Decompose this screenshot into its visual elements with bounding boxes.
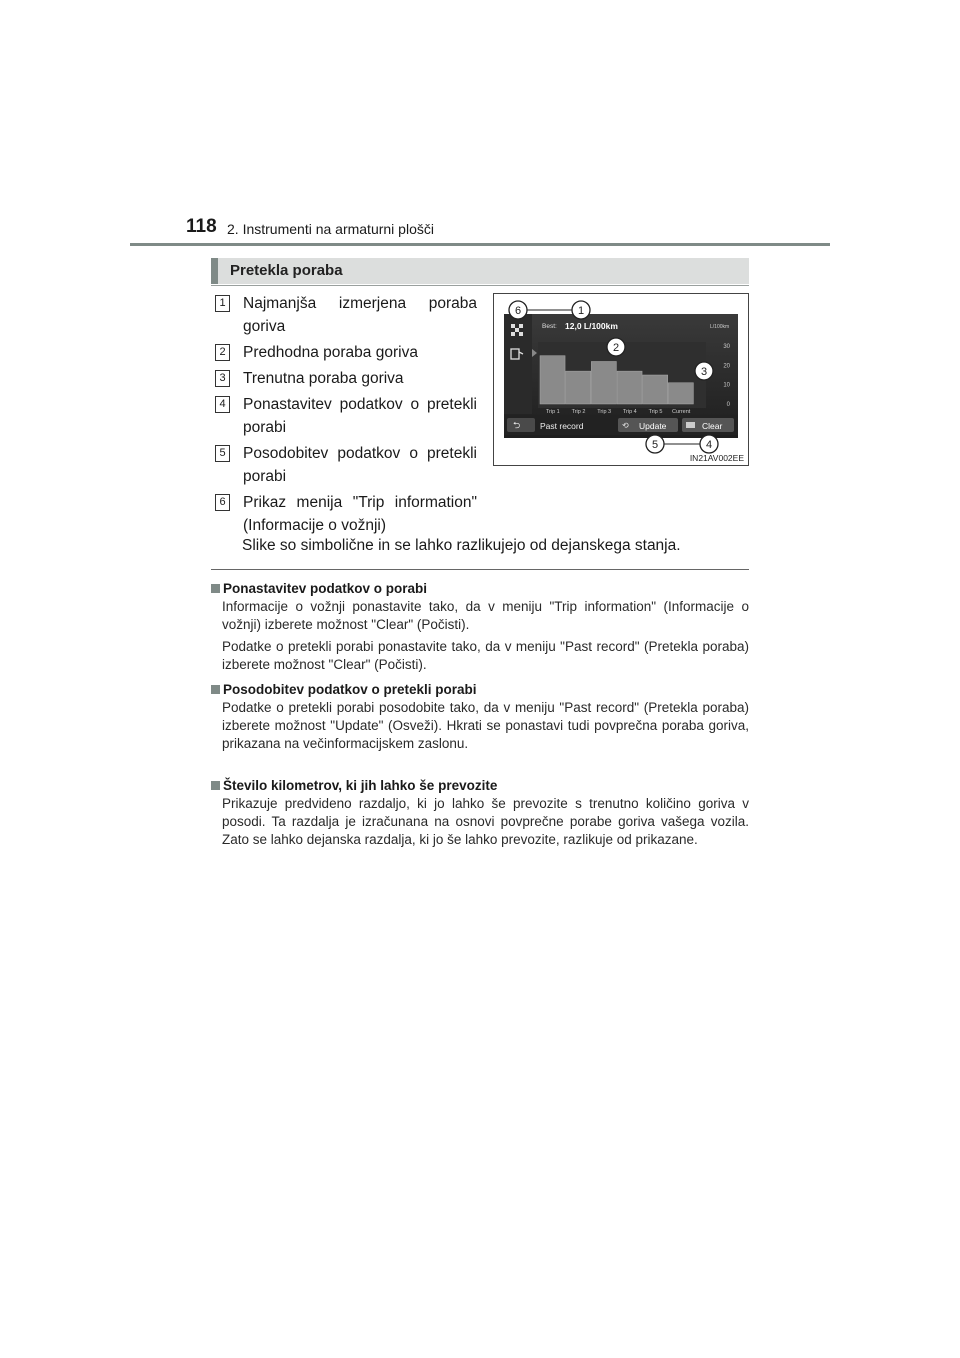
bar-5 <box>643 375 668 404</box>
y-tick-label: 10 <box>723 382 730 389</box>
block-title: Posodobitev podatkov o pretekli porabi <box>211 680 749 699</box>
item-number: 4 <box>215 396 230 413</box>
item-text: Trenutna poraba goriva <box>243 370 404 387</box>
eraser-icon <box>686 422 695 428</box>
block-paragraph: Podatke o pretekli porabi posodobite tako, da v meniju "Past record" (Pretekla poraba) izberete možnost "Update" (Osveži). Hkrati se ponastavi tudi povprečna poraba goriva, prikazana na večinformacijskem zaslonu. <box>222 700 749 751</box>
list-item <box>215 341 477 364</box>
past-record-screen <box>494 294 748 465</box>
section-divider <box>211 285 749 286</box>
y-tick-label: 20 <box>723 363 730 370</box>
best-value: 12,0 L/100km <box>565 321 618 331</box>
list-item <box>215 367 477 390</box>
list-item <box>215 393 477 439</box>
bar-6 <box>668 383 693 404</box>
callout-6 <box>509 301 527 319</box>
item-number: 2 <box>215 344 230 361</box>
item-number: 3 <box>215 370 230 387</box>
x-tick-label: Trip 2 <box>571 409 586 415</box>
figure-caption: Slike so simbolične in se lahko razlikujejo od dejanskega stanja. <box>242 537 681 554</box>
svg-text:5: 5 <box>651 439 659 451</box>
x-tick-label: Trip 1 <box>545 409 560 415</box>
bullet-square-icon <box>211 685 220 694</box>
item-text: Predhodna poraba goriva <box>243 344 418 361</box>
block-title: Število kilometrov, ki jih lahko še prevozite <box>211 776 749 795</box>
best-label: Best: <box>542 323 557 330</box>
section-title: Pretekla poraba <box>230 262 343 279</box>
x-tick-label: Trip 4 <box>622 409 637 415</box>
list-item <box>215 491 477 537</box>
y-tick-label: 30 <box>723 344 730 350</box>
callout-5 <box>646 435 664 453</box>
callout-4 <box>700 435 718 453</box>
back-arrow-icon: ⮌ <box>513 421 521 431</box>
list-item <box>215 442 477 488</box>
block-title: Ponastavitev podatkov o porabi <box>211 579 749 598</box>
item-text: Prikaz menija "Trip information" (Informacije o vožnji) <box>243 494 477 534</box>
block-paragraph: Informacije o vožnji ponastavite tako, da v meniju "Trip information" (Informacije o vožnji) izberete možnost "Clear" (Počisti). <box>222 599 749 632</box>
item-number: 6 <box>215 494 230 511</box>
unit-label: L/100km <box>710 324 730 330</box>
svg-text:4: 4 <box>705 439 713 451</box>
callout-2 <box>607 338 625 356</box>
back-button[interactable] <box>507 418 535 432</box>
item-text: Najmanjša izmerjena poraba goriva <box>243 295 477 335</box>
bar-1 <box>540 356 565 404</box>
info-block <box>211 680 749 753</box>
x-tick-label: Trip 3 <box>597 409 612 415</box>
svg-text:1: 1 <box>577 305 585 317</box>
header-divider <box>130 243 830 246</box>
item-text: Ponastavitev podatkov o pretekli porabi <box>243 396 477 436</box>
svg-text:6: 6 <box>514 305 522 317</box>
item-number: 5 <box>215 445 230 462</box>
callout-3 <box>695 362 713 380</box>
section-header <box>211 258 749 284</box>
refresh-icon: ⟲ <box>622 421 629 430</box>
item-number: 1 <box>215 295 230 312</box>
svg-text:3: 3 <box>700 366 708 378</box>
callout-1 <box>572 301 590 319</box>
y-tick-label: 0 <box>726 402 730 408</box>
x-tick-label: Trip 5 <box>648 409 663 415</box>
bar-4 <box>617 371 642 404</box>
callout-legend <box>215 292 477 540</box>
block-paragraph: Podatke o pretekli porabi ponastavite tako, da v meniju "Past record" (Pretekla poraba) izberete možnost "Clear" (Počisti). <box>222 639 749 672</box>
update-button-label: Update <box>639 421 667 431</box>
page-number: 118 <box>186 216 217 237</box>
bullet-square-icon <box>211 781 220 790</box>
section-rule <box>211 569 749 570</box>
figure-code: IN21AV002EE <box>689 453 744 463</box>
svg-text:2: 2 <box>612 342 620 354</box>
list-item <box>215 292 477 338</box>
block-paragraph: Prikazuje predvideno razdaljo, ki jo lahko še prevozite s trenutno količino goriva v posodi. Ta razdalja je izračunana na osnovi povprečne porabe goriva vašega vozila. Zato se lahko dejanska razdalja, ki jo še lahko prevozite, razlikuje od prikazane. <box>222 796 749 847</box>
bar-3 <box>591 361 616 404</box>
clear-button-label: Clear <box>702 421 723 431</box>
info-block <box>211 579 749 674</box>
info-block <box>211 776 749 849</box>
past-record-title: Past record <box>540 421 584 431</box>
item-text: Posodobitev podatkov o pretekli porabi <box>243 445 477 485</box>
bar-2 <box>566 371 591 404</box>
past-record-figure <box>493 293 749 466</box>
x-tick-label: Current <box>671 409 691 415</box>
chapter-title: 2. Instrumenti na armaturni plošči <box>227 221 434 237</box>
bullet-square-icon <box>211 584 220 593</box>
